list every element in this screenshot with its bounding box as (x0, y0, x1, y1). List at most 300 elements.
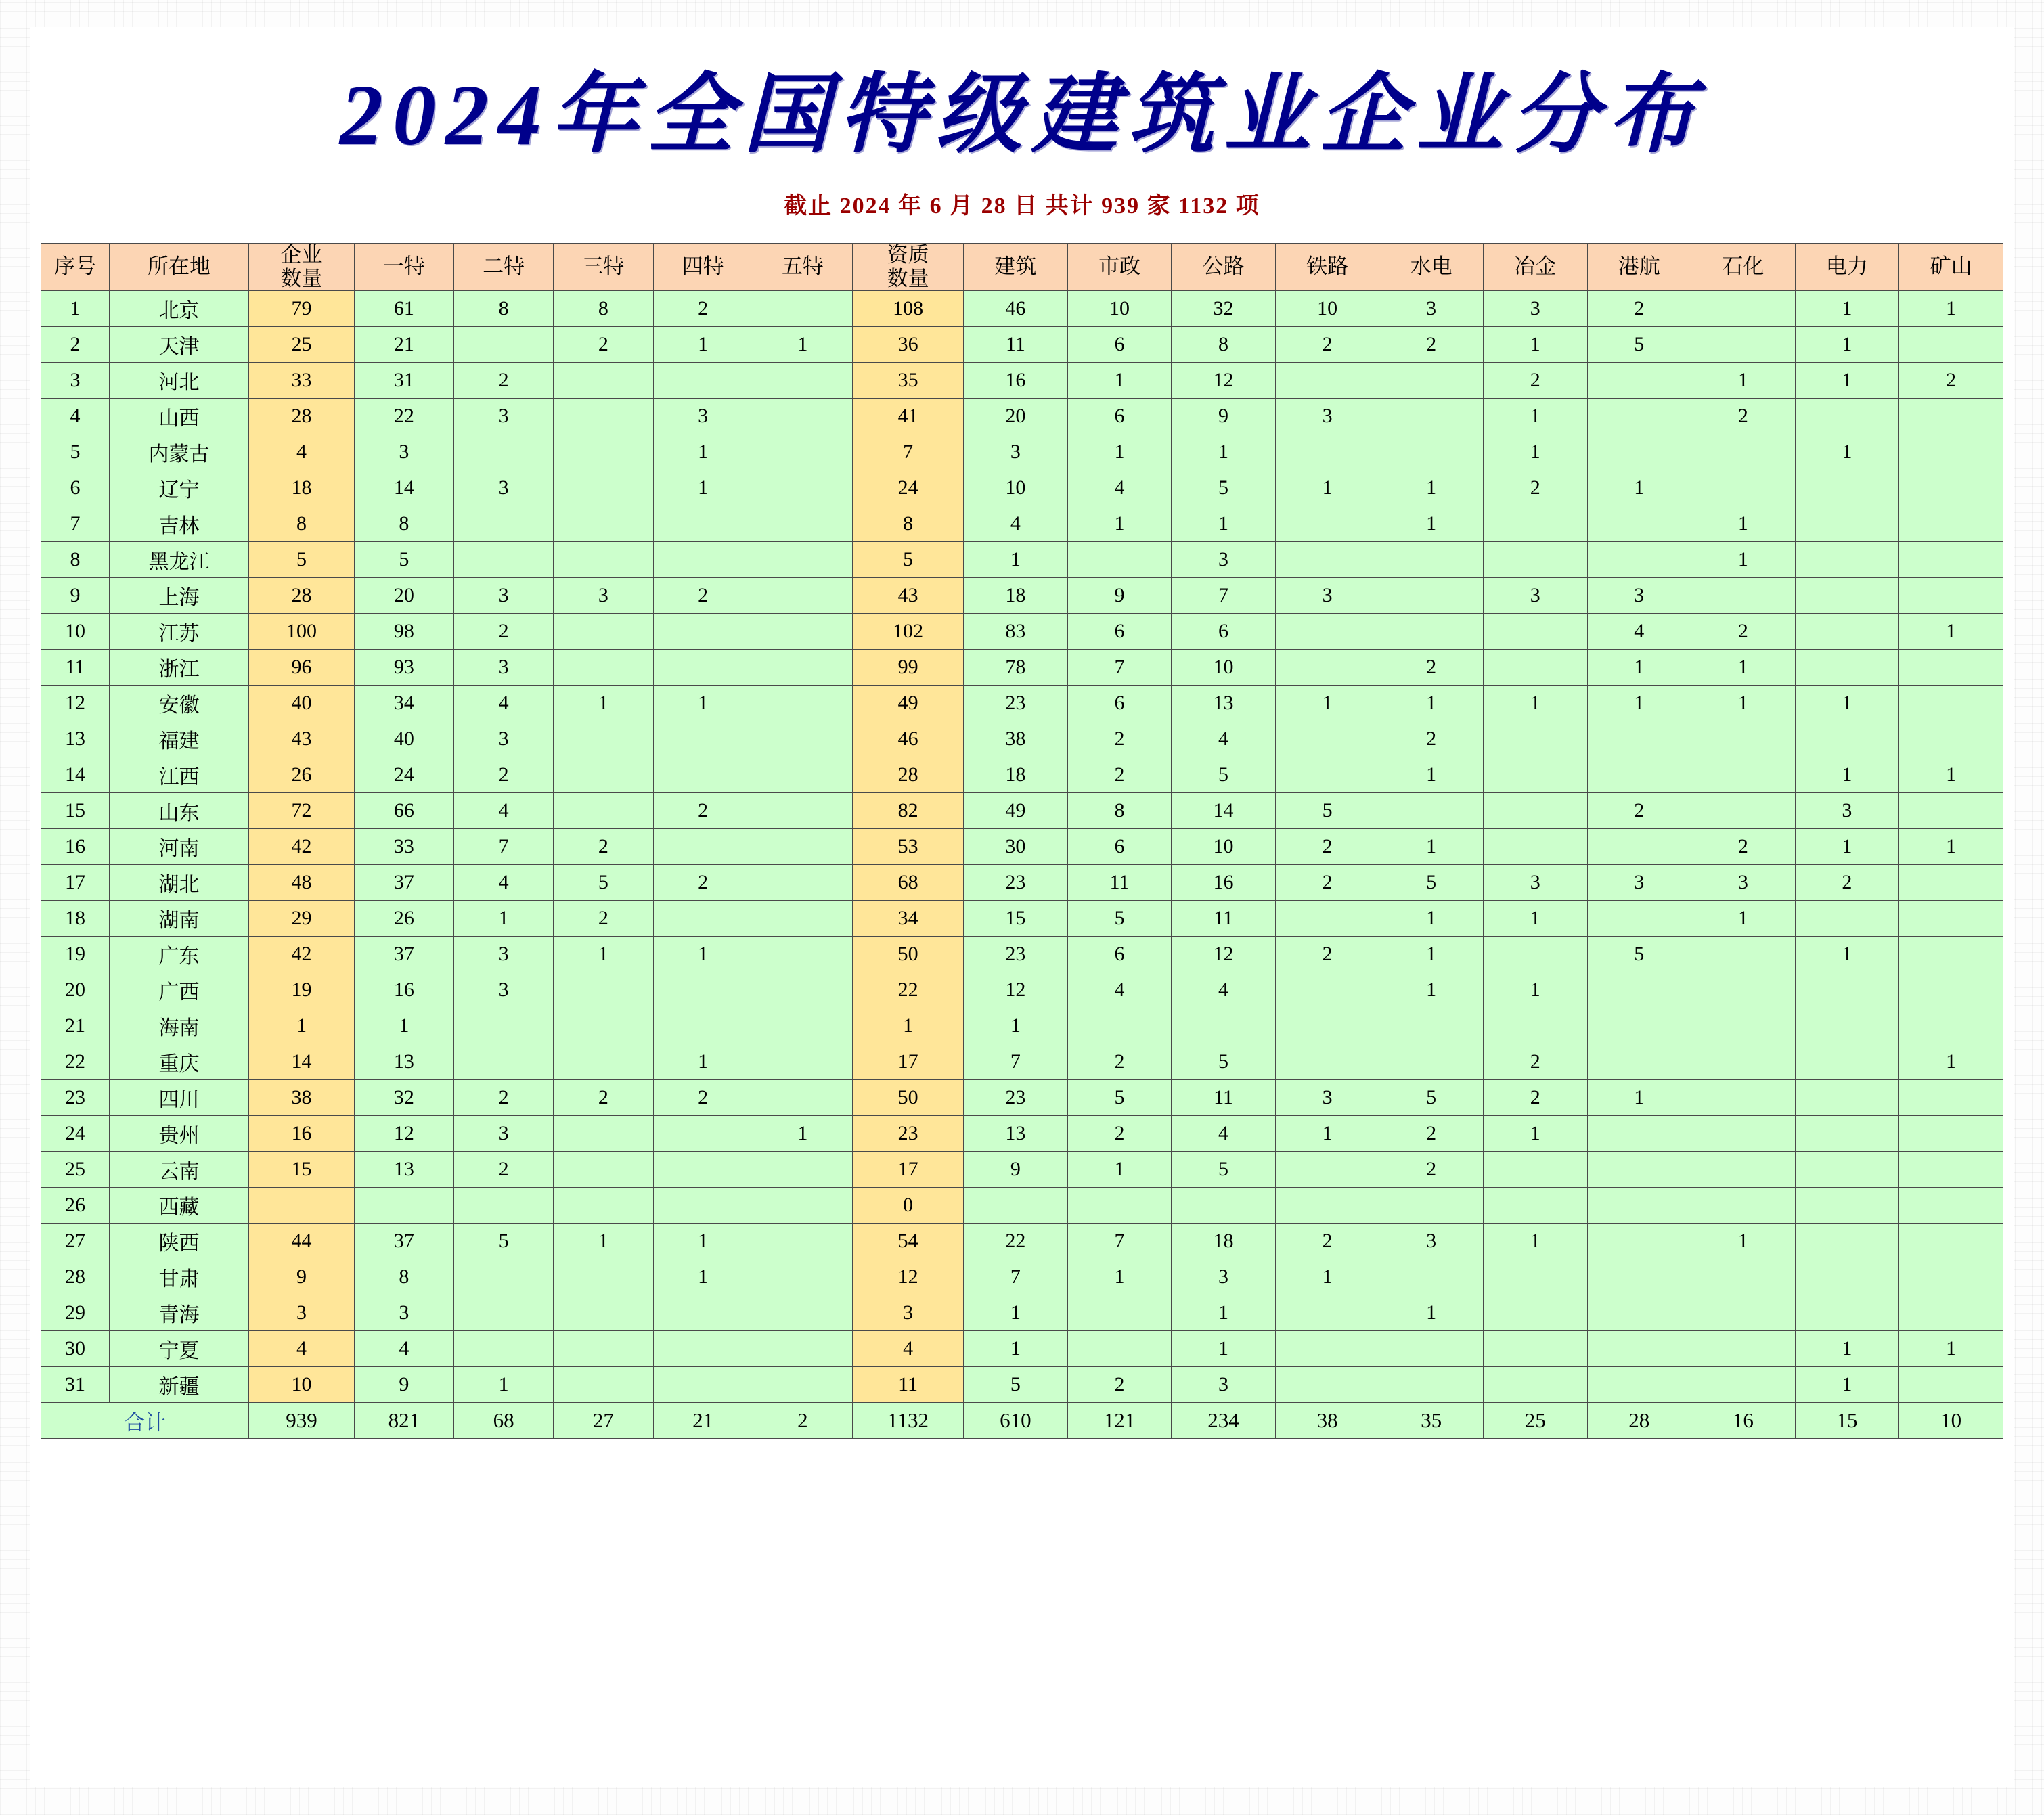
total-label: 合计 (41, 1403, 249, 1439)
row-cell-7 (753, 793, 852, 829)
row-cell-12: 2 (1275, 865, 1379, 901)
table-row (41, 650, 2003, 686)
row-cell-6: 3 (653, 399, 753, 434)
row-cell-16: 1 (1691, 506, 1796, 542)
column-header-1: 所在地 (109, 244, 248, 291)
row-cell-5: 8 (554, 291, 653, 327)
row-cell-3: 98 (354, 614, 453, 650)
row-cell-7 (753, 578, 852, 614)
row-cell-16 (1691, 1116, 1796, 1152)
row-qualification-count: 82 (853, 793, 964, 829)
row-cell-6 (653, 1152, 753, 1188)
table-row (41, 1224, 2003, 1259)
row-cell-16: 2 (1691, 829, 1796, 865)
row-cell-13 (1379, 1367, 1484, 1403)
row-cell-17: 1 (1795, 327, 1899, 363)
table-row (41, 1152, 2003, 1188)
row-cell-6 (653, 363, 753, 399)
row-cell-6 (653, 506, 753, 542)
row-cell-15 (1587, 829, 1691, 865)
row-cell-12: 5 (1275, 793, 1379, 829)
row-cell-15 (1587, 1116, 1691, 1152)
row-enterprise-count: 15 (249, 1152, 355, 1188)
row-cell-10: 1 (1067, 363, 1172, 399)
row-cell-13 (1379, 614, 1484, 650)
row-cell-3: 21 (354, 327, 453, 363)
table-header (41, 244, 2003, 291)
row-enterprise-count: 40 (249, 686, 355, 721)
row-cell-15: 1 (1587, 470, 1691, 506)
row-cell-12 (1275, 901, 1379, 937)
row-cell-7 (753, 1080, 852, 1116)
row-cell-18: 1 (1899, 1044, 2003, 1080)
row-qualification-count: 28 (853, 757, 964, 793)
row-cell-15 (1587, 1224, 1691, 1259)
row-cell-3: 3 (354, 434, 453, 470)
row-cell-16: 1 (1691, 686, 1796, 721)
table-row (41, 865, 2003, 901)
row-cell-18 (1899, 327, 2003, 363)
row-index: 15 (41, 793, 110, 829)
row-cell-11: 5 (1172, 757, 1276, 793)
row-cell-7 (753, 470, 852, 506)
row-cell-18 (1899, 470, 2003, 506)
row-index: 17 (41, 865, 110, 901)
row-cell-13 (1379, 363, 1484, 399)
row-cell-7 (753, 1295, 852, 1331)
row-cell-12 (1275, 757, 1379, 793)
total-cell-10: 234 (1172, 1403, 1276, 1439)
row-cell-3: 33 (354, 829, 453, 865)
row-region: 福建 (109, 721, 248, 757)
row-cell-12: 1 (1275, 1116, 1379, 1152)
row-region: 广东 (109, 937, 248, 972)
row-cell-15 (1587, 1295, 1691, 1331)
row-cell-17 (1795, 542, 1899, 578)
row-cell-13: 1 (1379, 470, 1484, 506)
table-footer (41, 1403, 2003, 1439)
row-cell-18 (1899, 721, 2003, 757)
row-cell-14 (1483, 829, 1587, 865)
row-cell-3: 66 (354, 793, 453, 829)
row-cell-5 (554, 614, 653, 650)
row-index: 22 (41, 1044, 110, 1080)
row-cell-15: 2 (1587, 793, 1691, 829)
row-cell-17 (1795, 399, 1899, 434)
column-header-14: 冶金 (1483, 244, 1587, 291)
row-cell-10: 6 (1067, 614, 1172, 650)
row-cell-6: 2 (653, 578, 753, 614)
row-cell-4: 7 (454, 829, 554, 865)
row-cell-14: 2 (1483, 363, 1587, 399)
row-cell-13: 1 (1379, 972, 1484, 1008)
row-cell-15 (1587, 506, 1691, 542)
row-qualification-count: 3 (853, 1295, 964, 1331)
row-cell-16 (1691, 470, 1796, 506)
row-cell-13: 1 (1379, 686, 1484, 721)
row-cell-6 (653, 757, 753, 793)
row-cell-5 (554, 793, 653, 829)
row-cell-12 (1275, 1008, 1379, 1044)
row-cell-17 (1795, 901, 1899, 937)
row-cell-4: 2 (454, 1080, 554, 1116)
row-cell-16 (1691, 1080, 1796, 1116)
row-cell-7 (753, 1224, 852, 1259)
row-cell-16: 3 (1691, 865, 1796, 901)
table-row (41, 506, 2003, 542)
row-region: 山东 (109, 793, 248, 829)
row-cell-6: 1 (653, 1224, 753, 1259)
row-cell-11: 12 (1172, 937, 1276, 972)
row-enterprise-count: 4 (249, 434, 355, 470)
table-row (41, 470, 2003, 506)
row-enterprise-count: 4 (249, 1331, 355, 1367)
row-cell-11: 11 (1172, 1080, 1276, 1116)
row-region: 四川 (109, 1080, 248, 1116)
table-row (41, 1044, 2003, 1080)
row-cell-15 (1587, 972, 1691, 1008)
row-cell-3: 34 (354, 686, 453, 721)
row-region: 湖北 (109, 865, 248, 901)
row-enterprise-count: 26 (249, 757, 355, 793)
row-cell-4: 4 (454, 793, 554, 829)
row-cell-3 (354, 1188, 453, 1224)
row-cell-18: 2 (1899, 363, 2003, 399)
row-cell-11: 4 (1172, 721, 1276, 757)
row-cell-18: 1 (1899, 291, 2003, 327)
row-cell-3: 9 (354, 1367, 453, 1403)
row-region: 北京 (109, 291, 248, 327)
row-cell-17: 3 (1795, 793, 1899, 829)
row-index: 16 (41, 829, 110, 865)
row-qualification-count: 36 (853, 327, 964, 363)
row-cell-16 (1691, 291, 1796, 327)
row-cell-12: 1 (1275, 1259, 1379, 1295)
row-cell-11: 10 (1172, 829, 1276, 865)
row-cell-7 (753, 363, 852, 399)
total-cell-16: 15 (1795, 1403, 1899, 1439)
row-region: 西藏 (109, 1188, 248, 1224)
row-cell-13: 1 (1379, 937, 1484, 972)
table-row (41, 1080, 2003, 1116)
row-cell-13: 1 (1379, 506, 1484, 542)
row-cell-17: 1 (1795, 434, 1899, 470)
row-enterprise-count (249, 1188, 355, 1224)
row-cell-3: 13 (354, 1044, 453, 1080)
row-cell-11: 18 (1172, 1224, 1276, 1259)
row-cell-5 (554, 1008, 653, 1044)
table-row (41, 434, 2003, 470)
row-cell-16 (1691, 1044, 1796, 1080)
table-header-row (41, 244, 2003, 291)
row-cell-14: 3 (1483, 578, 1587, 614)
row-cell-17 (1795, 1224, 1899, 1259)
row-index: 10 (41, 614, 110, 650)
row-cell-9 (964, 1188, 1068, 1224)
row-cell-4: 5 (454, 1224, 554, 1259)
row-cell-6 (653, 1295, 753, 1331)
row-cell-13: 2 (1379, 650, 1484, 686)
row-cell-5 (554, 1367, 653, 1403)
row-cell-5 (554, 470, 653, 506)
row-cell-9: 18 (964, 757, 1068, 793)
row-cell-12 (1275, 1295, 1379, 1331)
row-cell-18 (1899, 506, 2003, 542)
row-cell-6: 1 (653, 1044, 753, 1080)
table-row (41, 1008, 2003, 1044)
row-cell-7 (753, 1044, 852, 1080)
row-cell-10 (1067, 542, 1172, 578)
row-cell-7 (753, 1259, 852, 1295)
row-cell-4 (454, 1188, 554, 1224)
row-index: 20 (41, 972, 110, 1008)
row-cell-18 (1899, 578, 2003, 614)
column-header-7: 五特 (753, 244, 852, 291)
row-cell-10: 2 (1067, 757, 1172, 793)
row-cell-17 (1795, 972, 1899, 1008)
row-cell-17 (1795, 1044, 1899, 1080)
row-cell-7 (753, 829, 852, 865)
row-qualification-count: 12 (853, 1259, 964, 1295)
total-cell-13: 25 (1483, 1403, 1587, 1439)
row-cell-10: 6 (1067, 937, 1172, 972)
table-row (41, 1295, 2003, 1331)
row-cell-4 (454, 542, 554, 578)
total-cell-4: 27 (554, 1403, 653, 1439)
total-cell-7: 1132 (853, 1403, 964, 1439)
row-cell-18: 1 (1899, 614, 2003, 650)
row-cell-16 (1691, 721, 1796, 757)
row-cell-10: 5 (1067, 1080, 1172, 1116)
total-cell-9: 121 (1067, 1403, 1172, 1439)
row-qualification-count: 35 (853, 363, 964, 399)
row-region: 新疆 (109, 1367, 248, 1403)
row-cell-7 (753, 757, 852, 793)
row-cell-5 (554, 434, 653, 470)
row-cell-6: 2 (653, 865, 753, 901)
row-cell-5: 2 (554, 1080, 653, 1116)
row-cell-17: 1 (1795, 829, 1899, 865)
row-qualification-count: 17 (853, 1152, 964, 1188)
table-row (41, 327, 2003, 363)
row-qualification-count: 24 (853, 470, 964, 506)
row-cell-4 (454, 1008, 554, 1044)
table-row (41, 972, 2003, 1008)
row-cell-5 (554, 1295, 653, 1331)
row-cell-16 (1691, 1188, 1796, 1224)
row-cell-12 (1275, 1152, 1379, 1188)
row-cell-15 (1587, 757, 1691, 793)
row-qualification-count: 53 (853, 829, 964, 865)
row-index: 19 (41, 937, 110, 972)
row-cell-4 (454, 327, 554, 363)
row-cell-9: 23 (964, 1080, 1068, 1116)
row-cell-11: 7 (1172, 578, 1276, 614)
row-index: 14 (41, 757, 110, 793)
row-cell-14 (1483, 937, 1587, 972)
row-cell-17 (1795, 1259, 1899, 1295)
row-cell-4 (454, 506, 554, 542)
row-cell-5: 1 (554, 1224, 653, 1259)
row-cell-12 (1275, 542, 1379, 578)
table-footer-row (41, 1403, 2003, 1439)
distribution-table (41, 243, 2003, 1439)
row-cell-4: 3 (454, 578, 554, 614)
row-cell-4: 4 (454, 865, 554, 901)
row-cell-16 (1691, 793, 1796, 829)
row-cell-4 (454, 1331, 554, 1367)
table-row (41, 291, 2003, 327)
row-cell-15: 5 (1587, 327, 1691, 363)
row-qualification-count: 1 (853, 1008, 964, 1044)
row-cell-11: 3 (1172, 1367, 1276, 1403)
row-cell-14: 2 (1483, 470, 1587, 506)
row-cell-11: 8 (1172, 327, 1276, 363)
row-cell-12 (1275, 1367, 1379, 1403)
row-cell-11 (1172, 1008, 1276, 1044)
row-cell-12 (1275, 721, 1379, 757)
row-cell-16 (1691, 327, 1796, 363)
row-cell-12: 2 (1275, 1224, 1379, 1259)
row-cell-16 (1691, 1008, 1796, 1044)
row-cell-15 (1587, 1152, 1691, 1188)
row-cell-3: 40 (354, 721, 453, 757)
row-cell-6: 1 (653, 1259, 753, 1295)
row-cell-14 (1483, 542, 1587, 578)
row-enterprise-count: 48 (249, 865, 355, 901)
row-cell-12 (1275, 434, 1379, 470)
row-cell-7 (753, 542, 852, 578)
row-cell-5: 5 (554, 865, 653, 901)
row-cell-17 (1795, 578, 1899, 614)
row-cell-15: 3 (1587, 578, 1691, 614)
row-qualification-count: 50 (853, 937, 964, 972)
row-cell-14: 1 (1483, 686, 1587, 721)
row-cell-18 (1899, 1116, 2003, 1152)
row-cell-11: 1 (1172, 506, 1276, 542)
row-cell-16 (1691, 1367, 1796, 1403)
row-cell-4: 3 (454, 937, 554, 972)
row-cell-16: 1 (1691, 901, 1796, 937)
row-cell-14 (1483, 1331, 1587, 1367)
row-cell-15 (1587, 721, 1691, 757)
row-enterprise-count: 1 (249, 1008, 355, 1044)
row-cell-17: 1 (1795, 686, 1899, 721)
row-cell-13 (1379, 399, 1484, 434)
row-cell-6 (653, 1188, 753, 1224)
row-cell-10: 1 (1067, 1152, 1172, 1188)
row-region: 广西 (109, 972, 248, 1008)
row-cell-17: 1 (1795, 757, 1899, 793)
row-cell-14 (1483, 757, 1587, 793)
row-cell-7 (753, 1008, 852, 1044)
row-index: 5 (41, 434, 110, 470)
total-cell-5: 21 (653, 1403, 753, 1439)
row-cell-5 (554, 1044, 653, 1080)
row-cell-18 (1899, 1367, 2003, 1403)
row-cell-12: 3 (1275, 399, 1379, 434)
row-cell-10: 6 (1067, 686, 1172, 721)
table-row (41, 542, 2003, 578)
total-cell-12: 35 (1379, 1403, 1484, 1439)
row-cell-9: 4 (964, 506, 1068, 542)
row-index: 11 (41, 650, 110, 686)
row-cell-3: 14 (354, 470, 453, 506)
row-qualification-count: 17 (853, 1044, 964, 1080)
row-cell-18 (1899, 1080, 2003, 1116)
row-cell-9: 11 (964, 327, 1068, 363)
row-region: 吉林 (109, 506, 248, 542)
row-cell-9: 12 (964, 972, 1068, 1008)
row-region: 上海 (109, 578, 248, 614)
row-cell-13 (1379, 1331, 1484, 1367)
row-cell-13: 1 (1379, 901, 1484, 937)
row-cell-13: 3 (1379, 291, 1484, 327)
row-cell-4 (454, 434, 554, 470)
row-cell-18 (1899, 1008, 2003, 1044)
column-header-6: 四特 (653, 244, 753, 291)
row-cell-14: 1 (1483, 901, 1587, 937)
row-cell-9: 16 (964, 363, 1068, 399)
row-cell-5 (554, 1331, 653, 1367)
row-enterprise-count: 19 (249, 972, 355, 1008)
row-cell-13 (1379, 1259, 1484, 1295)
column-header-17: 电力 (1795, 244, 1899, 291)
row-cell-15: 4 (1587, 614, 1691, 650)
column-header-9: 建筑 (964, 244, 1068, 291)
total-cell-2: 821 (354, 1403, 453, 1439)
row-enterprise-count: 33 (249, 363, 355, 399)
column-header-11: 公路 (1172, 244, 1276, 291)
table-row (41, 1116, 2003, 1152)
row-cell-10: 9 (1067, 578, 1172, 614)
row-index: 28 (41, 1259, 110, 1295)
row-cell-7 (753, 614, 852, 650)
row-cell-11: 14 (1172, 793, 1276, 829)
row-cell-11: 32 (1172, 291, 1276, 327)
row-cell-11: 5 (1172, 470, 1276, 506)
row-cell-17: 1 (1795, 1331, 1899, 1367)
row-cell-16 (1691, 1152, 1796, 1188)
row-index: 2 (41, 327, 110, 363)
row-qualification-count: 46 (853, 721, 964, 757)
row-qualification-count: 4 (853, 1331, 964, 1367)
row-cell-3: 26 (354, 901, 453, 937)
row-cell-7 (753, 686, 852, 721)
row-cell-3: 37 (354, 1224, 453, 1259)
row-cell-10: 4 (1067, 972, 1172, 1008)
row-cell-5: 3 (554, 578, 653, 614)
row-index: 18 (41, 901, 110, 937)
row-cell-9: 20 (964, 399, 1068, 434)
row-cell-4: 3 (454, 1116, 554, 1152)
row-cell-13 (1379, 1188, 1484, 1224)
row-region: 宁夏 (109, 1331, 248, 1367)
row-region: 天津 (109, 327, 248, 363)
row-cell-18: 1 (1899, 1331, 2003, 1367)
column-header-0: 序号 (41, 244, 110, 291)
row-cell-15: 1 (1587, 686, 1691, 721)
row-cell-10: 2 (1067, 1367, 1172, 1403)
row-cell-15 (1587, 434, 1691, 470)
row-qualification-count: 50 (853, 1080, 964, 1116)
row-cell-14: 3 (1483, 291, 1587, 327)
row-cell-13 (1379, 793, 1484, 829)
row-cell-9: 7 (964, 1259, 1068, 1295)
row-region: 青海 (109, 1295, 248, 1331)
table-row (41, 686, 2003, 721)
row-cell-7 (753, 901, 852, 937)
